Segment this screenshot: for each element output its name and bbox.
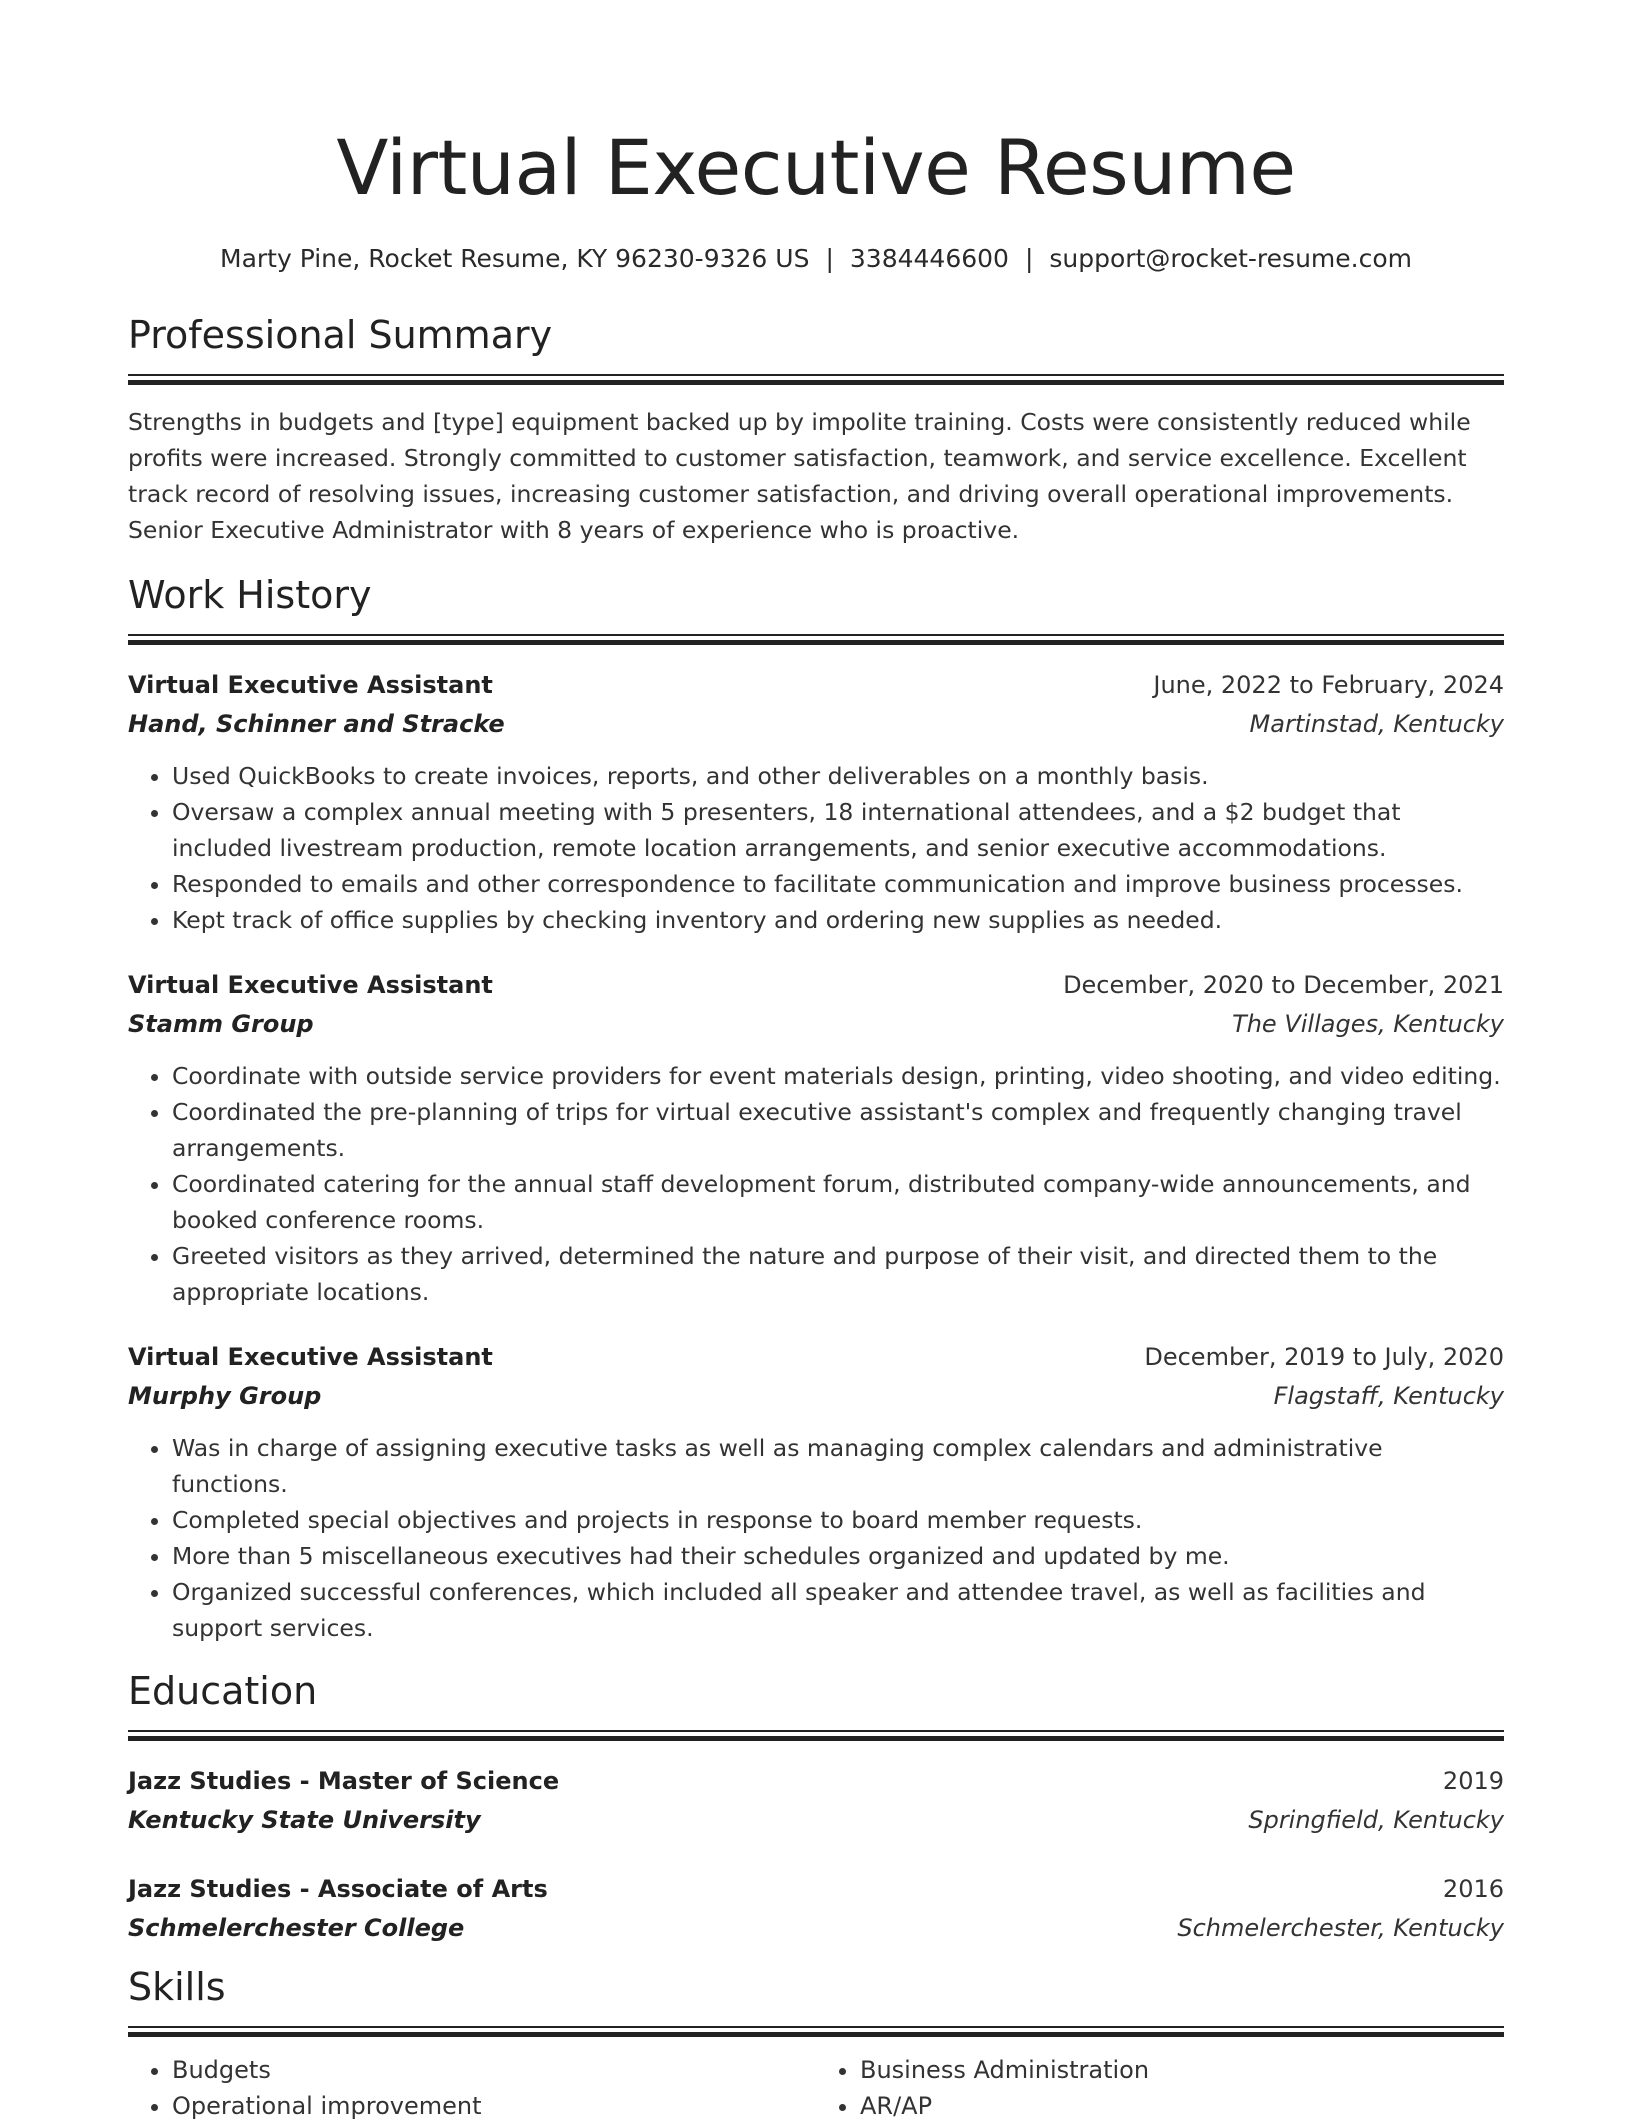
skill-item: • Budgets xyxy=(172,2052,816,2088)
job-bullet: • Coordinated the pre-planning of trips for virtual executive assistant's complex and frequently changing travel arrangements. xyxy=(172,1094,1504,1166)
education-location: Springfield, Kentucky xyxy=(1248,1806,1504,1834)
skills-column-left xyxy=(128,2052,816,2124)
education-degree: Jazz Studies - Master of Science xyxy=(128,1767,560,1795)
education-entry xyxy=(128,1762,1504,1840)
job-entry xyxy=(128,966,1504,1310)
education-school: Schmelerchester College xyxy=(128,1914,465,1942)
job-bullet: • Completed special objectives and projects in response to board member requests. xyxy=(172,1502,1504,1538)
skills-heading: Skills xyxy=(128,1965,226,2009)
contact-email[interactable]: support@rocket-resume.com xyxy=(1049,244,1412,273)
summary-text: Strengths in budgets and [type] equipment backed up by impolite training. Costs were consistently reduced while profits were increased. Strongly committed to customer satisfaction, teamwork, and service excellence. Excellent track record of resolving issues, increasing customer satisfaction, and driving overall operational improvements. Senior Executive Administrator with 8 years of experience who is proactive. xyxy=(128,408,1471,544)
job-location: Flagstaff, Kentucky xyxy=(1273,1382,1504,1410)
education-entry xyxy=(128,1870,1504,1948)
contact-phone: 3384446600 xyxy=(849,244,1009,273)
work-section-header xyxy=(128,570,1504,644)
contact-separator: | xyxy=(825,244,834,273)
job-location: The Villages, Kentucky xyxy=(1232,1010,1504,1038)
summary-section-header xyxy=(128,310,1504,384)
job-dates: December, 2020 to December, 2021 xyxy=(1063,971,1504,999)
job-role: Virtual Executive Assistant xyxy=(128,1343,493,1371)
job-company: Hand, Schinner and Stracke xyxy=(128,710,505,738)
skills-section-header xyxy=(128,1962,1504,2036)
job-bullet: • Responded to emails and other correspondence to facilitate communication and improve business processes. xyxy=(172,866,1504,902)
section-divider xyxy=(128,1730,1504,1740)
job-dates: June, 2022 to February, 2024 xyxy=(1153,671,1504,699)
job-location: Martinstad, Kentucky xyxy=(1249,710,1504,738)
job-bullet: • Coordinated catering for the annual staff development forum, distributed company-wide announcements, and booked conference rooms. xyxy=(172,1166,1504,1238)
job-bullet: • Kept track of office supplies by checking inventory and ordering new supplies as needed. xyxy=(172,902,1504,938)
education-location: Schmelerchester, Kentucky xyxy=(1177,1914,1504,1942)
job-bullet: • Coordinate with outside service providers for event materials design, printing, video shooting, and video editing. xyxy=(172,1058,1504,1094)
education-school: Kentucky State University xyxy=(128,1806,481,1834)
work-heading: Work History xyxy=(128,573,372,617)
job-bullet: • More than 5 miscellaneous executives had their schedules organized and updated by me. xyxy=(172,1538,1504,1574)
skill-item: • Business Administration xyxy=(860,2052,1504,2088)
education-degree: Jazz Studies - Associate of Arts xyxy=(128,1875,548,1903)
summary-heading: Professional Summary xyxy=(128,313,553,357)
skill-item: • AR/AP xyxy=(860,2088,1504,2124)
job-role: Virtual Executive Assistant xyxy=(128,671,493,699)
skills-column-right xyxy=(816,2052,1504,2124)
education-heading: Education xyxy=(128,1669,318,1713)
job-entry xyxy=(128,1338,1504,1646)
job-bullets xyxy=(128,1430,1504,1646)
skills-list xyxy=(128,2052,1504,2124)
job-bullets xyxy=(128,1058,1504,1310)
skill-item: • Operational improvement xyxy=(172,2088,816,2124)
job-bullet: • Greeted visitors as they arrived, determined the nature and purpose of their visit, and directed them to the appropriate locations. xyxy=(172,1238,1504,1310)
job-role: Virtual Executive Assistant xyxy=(128,971,493,999)
job-company: Stamm Group xyxy=(128,1010,314,1038)
job-bullets xyxy=(128,758,1504,938)
contact-line xyxy=(128,242,1504,276)
job-dates: December, 2019 to July, 2020 xyxy=(1144,1343,1504,1371)
section-divider xyxy=(128,374,1504,384)
job-company: Murphy Group xyxy=(128,1382,322,1410)
resume-title: Virtual Executive Resume xyxy=(336,123,1296,212)
job-bullet: • Organized successful conferences, which included all speaker and attendee travel, as well as facilities and support services. xyxy=(172,1574,1504,1646)
job-bullet: • Used QuickBooks to create invoices, reports, and other deliverables on a monthly basis. xyxy=(172,758,1504,794)
education-year: 2016 xyxy=(1442,1875,1504,1903)
job-bullet: • Was in charge of assigning executive tasks as well as managing complex calendars and administrative functions. xyxy=(172,1430,1504,1502)
education-year: 2019 xyxy=(1442,1767,1504,1795)
section-divider xyxy=(128,634,1504,644)
contact-address: Marty Pine, Rocket Resume, KY 96230-9326 US xyxy=(220,244,810,273)
contact-separator: | xyxy=(1024,244,1034,273)
job-entry xyxy=(128,666,1504,938)
section-divider xyxy=(128,2026,1504,2036)
job-bullet: • Oversaw a complex annual meeting with 5 presenters, 18 international attendees, and a $2 budget that included livestream production, remote location arrangements, and senior executive accommodations. xyxy=(172,794,1504,866)
education-section-header xyxy=(128,1666,1504,1740)
